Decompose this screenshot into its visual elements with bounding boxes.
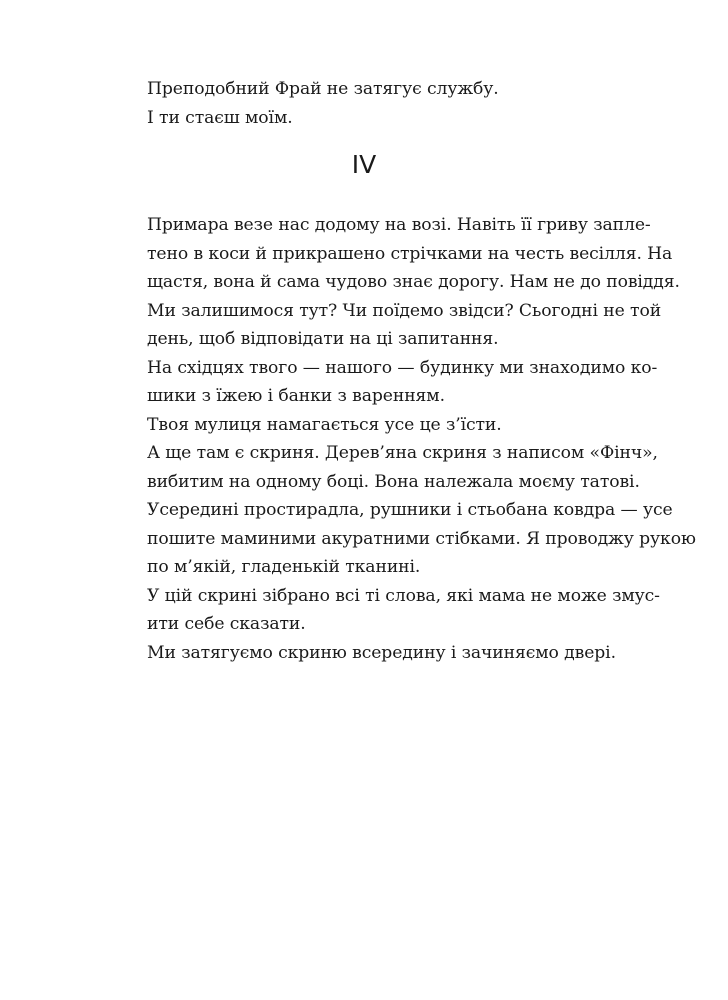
main-text-block	[147, 211, 696, 667]
paragraph	[147, 496, 696, 582]
chapter-heading: IV	[351, 150, 377, 179]
text-line: пошите маминими акуратними стібками. Я проводжу рукою	[147, 528, 696, 549]
paragraph	[147, 75, 581, 104]
text-line: ити себе сказати.	[147, 614, 306, 634]
text-line: день, щоб відповідати на ці запитання.	[147, 329, 499, 349]
text-line: Преподобний Фрай не затягує службу.	[147, 79, 499, 99]
text-line: Усередині простирадла, рушники і стьобана ковдра — усе	[147, 500, 673, 520]
paragraph	[147, 104, 581, 133]
paragraph	[147, 211, 680, 297]
text-line: У цій скрині зібрано всі ті слова, які мама не може змус-	[147, 585, 660, 606]
top-text-block	[147, 75, 581, 132]
text-line: І ти стаєш моїм.	[147, 107, 293, 128]
text-line: Ми залишимося тут? Чи поїдемо звідси? Сьогодні не той	[147, 300, 662, 321]
paragraph	[147, 297, 662, 354]
paragraph	[147, 582, 660, 639]
text-line: щастя, вона й сама чудово знає дорогу. Нам не до повіддя.	[147, 272, 680, 292]
text-line: Примара везе нас додому на возі. Навіть її гриву запле-	[147, 215, 651, 235]
text-line: А ще там є скриня. Дерев’яна скриня з написом «Фінч»,	[147, 443, 658, 463]
paragraph	[147, 411, 581, 440]
text-line: тено в коси й прикрашено стрічками на честь весілля. На	[147, 243, 673, 264]
text-line: Ми затягуємо скриню всередину і зачиняємо двері.	[147, 642, 616, 663]
paragraph	[147, 439, 658, 496]
paragraph	[147, 354, 658, 411]
text-line: по м’якій, гладенькій тканині.	[147, 557, 421, 577]
text-line: Твоя мулиця намагається усе це з’їсти.	[147, 414, 502, 435]
text-line: На східцях твого — нашого — будинку ми знаходимо ко-	[147, 357, 658, 378]
paragraph	[147, 639, 616, 668]
text-line: вибитим на одному боці. Вона належала моєму татові.	[147, 471, 640, 492]
text-line: шики з їжею і банки з варенням.	[147, 386, 445, 406]
